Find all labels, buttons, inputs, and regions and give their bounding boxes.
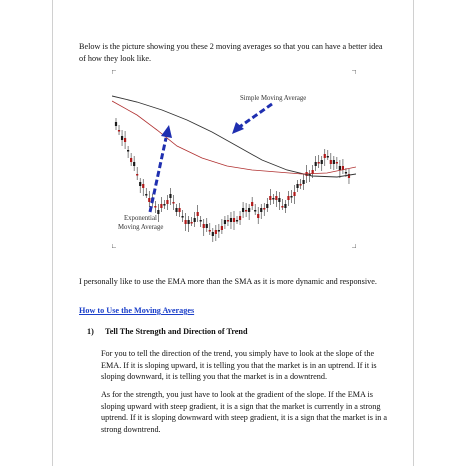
candle-body (194, 218, 196, 222)
candle-body (345, 172, 347, 174)
candle-body (248, 208, 250, 212)
heading-title: Tell The Strength and Direction of Trend (105, 327, 248, 336)
moving-average-chart (112, 70, 356, 248)
candle-body (287, 196, 289, 200)
candle-body (318, 162, 320, 164)
candle-body (296, 184, 298, 188)
ema-label-line1: Exponential (124, 215, 157, 222)
candle-body (154, 206, 156, 208)
candle-body (224, 220, 226, 224)
candle-body (118, 130, 120, 132)
candle-body (321, 160, 323, 164)
sma-arrow (232, 104, 272, 134)
candle-body (191, 222, 193, 224)
candle-body (254, 210, 256, 212)
candle-body (157, 210, 159, 214)
candle-body (124, 138, 126, 142)
candle-body (242, 208, 244, 212)
candle-body (290, 196, 292, 198)
section-heading (87, 327, 248, 336)
candle-body (127, 150, 129, 152)
candle-body (284, 204, 286, 208)
sma-line (112, 96, 356, 177)
candle-body (209, 230, 211, 232)
ema-arrow (150, 125, 172, 212)
candle-body (263, 208, 265, 210)
candle-body (299, 184, 301, 186)
candle-body (142, 184, 144, 188)
candle-body (269, 196, 271, 200)
candle-body (121, 136, 123, 140)
candle-body (206, 224, 208, 228)
candle-body (133, 162, 135, 166)
candle-body (324, 154, 326, 158)
preference-paragraph: I personally like to use the EMA more than the SMA as it is more dynamic and responsive. (79, 277, 377, 286)
candle-body (327, 156, 329, 158)
candle-body (272, 198, 274, 200)
candle-body (172, 202, 174, 204)
candle-body (181, 216, 183, 218)
candle-body (227, 220, 229, 222)
candle-body (230, 218, 232, 222)
candle-body (281, 206, 283, 208)
candle-body (184, 220, 186, 224)
candle-body (278, 198, 280, 202)
candle-body (221, 226, 223, 230)
candle-body (212, 232, 214, 236)
candle-body (315, 162, 317, 166)
sma-label: Simple Moving Average (240, 95, 307, 102)
candle-body (203, 224, 205, 228)
candle-body (160, 204, 162, 208)
candle-body (245, 210, 247, 212)
candle-body (178, 208, 180, 212)
candle-body (236, 220, 238, 222)
candle-body (175, 208, 177, 212)
candle-body (251, 202, 253, 206)
candle-body (233, 218, 235, 222)
candle-body (339, 166, 341, 170)
candle-body (333, 160, 335, 164)
candle-body (215, 230, 217, 234)
candle-body (169, 194, 171, 198)
candle-body (136, 174, 138, 176)
heading-number: 1) (87, 327, 94, 336)
intro-paragraph: Below is the picture showing you these 2 moving averages so that you can have a better idea of how they look like. (79, 42, 383, 63)
candle-body (130, 158, 132, 162)
candle-body (257, 214, 259, 218)
candle-body (115, 122, 117, 126)
candle-body (293, 192, 295, 196)
candle-body (166, 200, 168, 204)
candle-body (260, 208, 262, 212)
candle-body (139, 182, 141, 186)
candle-body (197, 212, 199, 216)
candle-body (188, 220, 190, 224)
how-to-use-link[interactable]: How to Use the Moving Averages (79, 306, 195, 315)
candle-body (275, 196, 277, 200)
candle-body (145, 194, 147, 196)
candle-body (148, 198, 150, 202)
candle-body (163, 204, 165, 206)
candle-body (200, 220, 202, 222)
strength-paragraph: As for the strength, you just have to look at the gradient of the slope. If the EMA is sloping upward with steep gradient, it is a sign that the market is currently in a strong uptrend. If it is sloping downward with steep gradient, it is a sign that the market is in a strong downtrend. (101, 390, 388, 434)
candle-body (302, 180, 304, 184)
candle-body (218, 230, 220, 232)
direction-paragraph: For you to tell the direction of the trend, you simply have to look at the slope of the EMA. If it is sloping upward, it is telling you that the market is in an uptrend. If it is sloping downward, it is telling you that the market is in a downtrend. (101, 349, 377, 381)
candle-body (266, 204, 268, 208)
ema-label-line2: Moving Average (118, 224, 164, 231)
candle-body (336, 162, 338, 164)
candle-body (330, 160, 332, 164)
candle-body (239, 216, 241, 220)
